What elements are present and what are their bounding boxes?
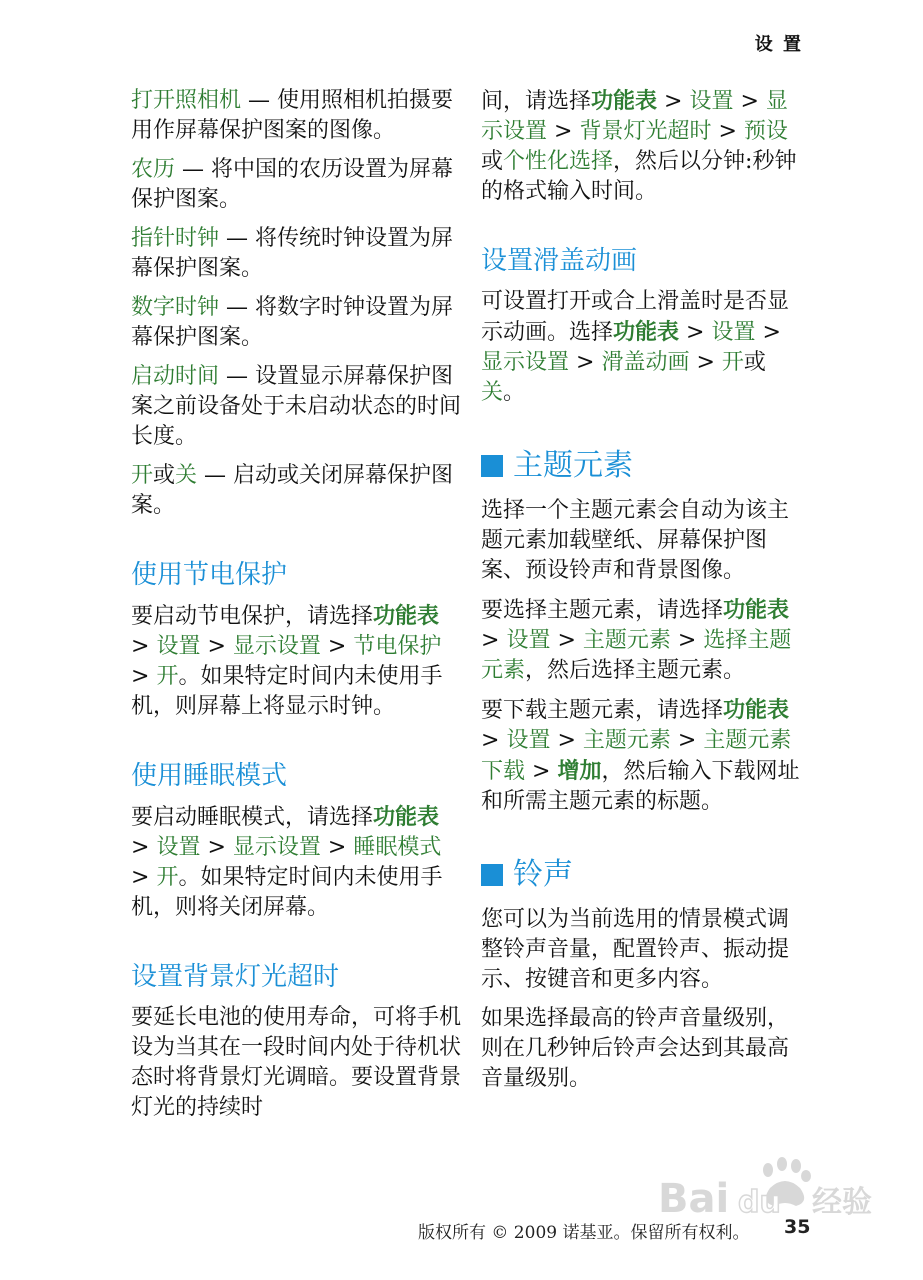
watermark-text: Bai xyxy=(658,1176,730,1222)
menu-path-link[interactable]: 开 xyxy=(156,865,179,890)
option-term[interactable]: 开 xyxy=(131,463,154,488)
menu-path-link[interactable]: 功能表 xyxy=(613,319,680,345)
menu-path-link[interactable]: 设置 xyxy=(689,89,734,114)
text: 可设置打开或合上滑盖时是否显示动画。选择 xyxy=(481,289,790,345)
heading-text: 铃声 xyxy=(513,857,573,892)
path-sep: > xyxy=(679,320,712,345)
path-sep: > xyxy=(320,634,354,659)
menu-path-link[interactable]: 增加 xyxy=(557,758,602,784)
option-desc: — 使用照相机拍摄要用作屏幕保护图案的图像。 xyxy=(131,88,454,143)
backlight-text: 要延长电池的使用寿命，可将手机设为当其在一段时间内处于待机状态时将背景灯光调暗。要设置背景灯光的持续时 xyxy=(131,1005,462,1120)
tones-max-volume: 如果选择最高的铃声音量级别，则在几秒钟后铃声会达到其最高音量级别。 xyxy=(481,1006,790,1091)
text: ，然后输入下载网址和所需主题元素的标题。 xyxy=(481,759,800,814)
option-joiner: 或 xyxy=(153,463,176,488)
menu-path-link[interactable]: 开 xyxy=(156,664,179,689)
themes-select-text xyxy=(481,595,801,686)
path-sep: > xyxy=(200,835,233,860)
heading-sleep-mode: 使用睡眠模式 xyxy=(131,761,288,791)
option-start-time xyxy=(131,362,461,452)
option-term[interactable]: 指针时钟 xyxy=(131,226,220,251)
text: ，然后选择主题元素。 xyxy=(525,658,746,683)
menu-path-link[interactable]: 主题元素下载 xyxy=(481,728,792,784)
menu-path-link[interactable]: 功能表 xyxy=(723,597,790,623)
menu-path-link[interactable]: 显示设置 xyxy=(481,89,788,144)
menu-path-link[interactable]: 设置 xyxy=(156,634,201,659)
option-term[interactable]: 启动时间 xyxy=(131,364,220,389)
svg-text:经验: 经验 xyxy=(812,1185,872,1220)
path-sep: > xyxy=(481,728,507,753)
option-term[interactable]: 数字时钟 xyxy=(131,295,220,320)
path-sep: > xyxy=(525,759,558,784)
square-bullet-icon xyxy=(481,455,503,477)
menu-path-link[interactable]: 个性化选择 xyxy=(503,149,614,174)
menu-path-link[interactable]: 功能表 xyxy=(373,804,440,830)
option-desc: — 将数字时钟设置为屏幕保护图案。 xyxy=(131,295,454,350)
option-term[interactable]: 关 xyxy=(175,463,198,488)
path-sep: > xyxy=(689,350,722,375)
menu-path-link[interactable]: 功能表 xyxy=(591,88,658,114)
backlight-text-cont xyxy=(481,86,801,207)
path-sep: > xyxy=(550,728,583,753)
page-number: 35 xyxy=(784,1216,811,1238)
option-on-off xyxy=(131,461,461,521)
text: 。如果特定时间内未使用手机，则将关闭屏幕。 xyxy=(131,865,443,920)
text: 或 xyxy=(481,149,504,174)
option-term[interactable]: 农历 xyxy=(131,157,176,182)
menu-path-link[interactable]: 显示设置 xyxy=(232,835,321,860)
path-sep: > xyxy=(670,628,704,653)
baidu-watermark-logo xyxy=(640,1140,890,1230)
option-term[interactable]: 打开照相机 xyxy=(131,88,242,113)
path-sep: > xyxy=(320,835,354,860)
menu-path-link[interactable]: 开 xyxy=(721,350,744,375)
menu-path-link[interactable]: 主题元素 xyxy=(582,628,671,653)
svg-text:du: du xyxy=(738,1185,781,1220)
text: 要启动节电保护，请选择 xyxy=(131,604,374,629)
menu-path-link[interactable]: 显示设置 xyxy=(481,350,570,375)
menu-path-link[interactable]: 预设 xyxy=(743,119,788,144)
path-sep: > xyxy=(670,728,704,753)
path-sep: > xyxy=(755,320,781,345)
path-sep: > xyxy=(481,628,507,653)
text: 要选择主题元素，请选择 xyxy=(481,598,724,623)
text: 要下载主题元素，请选择 xyxy=(481,698,724,723)
path-sep: > xyxy=(131,835,157,860)
menu-path-link[interactable]: 设置 xyxy=(506,728,551,753)
option-desc: — 将中国的农历设置为屏幕保护图案。 xyxy=(131,157,454,212)
path-sep: > xyxy=(200,634,233,659)
option-desc: — 启动或关闭屏幕保护图案。 xyxy=(131,463,454,518)
path-sep: > xyxy=(547,119,580,144)
menu-path-link[interactable]: 节电保护 xyxy=(353,634,442,659)
heading-text: 主题元素 xyxy=(513,448,633,483)
heading-tones xyxy=(481,855,801,895)
tones-intro: 您可以为当前选用的情景模式调整铃声音量，配置铃声、振动提示、按键音和更多内容。 xyxy=(481,907,790,992)
path-sep: > xyxy=(569,350,602,375)
sleep-mode-text xyxy=(131,802,461,923)
menu-path-link[interactable]: 设置 xyxy=(156,835,201,860)
option-lunar xyxy=(131,155,461,215)
left-column xyxy=(131,86,461,1132)
themes-download-text xyxy=(481,695,801,817)
square-bullet-icon xyxy=(481,864,503,886)
option-desc: — 将传统时钟设置为屏幕保护图案。 xyxy=(131,226,454,281)
menu-path-link[interactable]: 设置 xyxy=(711,320,756,345)
text: 要启动睡眠模式，请选择 xyxy=(131,805,374,830)
heading-backlight: 设置背景灯光超时 xyxy=(131,962,340,992)
heading-themes xyxy=(481,446,801,486)
menu-path-link[interactable]: 显示设置 xyxy=(232,634,321,659)
path-sep: > xyxy=(550,628,583,653)
option-analog-clock xyxy=(131,224,461,284)
power-save-text xyxy=(131,601,461,722)
option-desc: — 设置显示屏幕保护图案之前设备处于未启动状态的时间长度。 xyxy=(131,364,462,449)
themes-intro: 选择一个主题元素会自动为该主题元素加载壁纸、屏幕保护图案、预设铃声和背景图像。 xyxy=(481,498,790,583)
path-sep: > xyxy=(657,89,690,114)
right-column xyxy=(481,86,801,1103)
text: 。 xyxy=(503,380,526,405)
text: 。如果特定时间内未使用手机，则屏幕上将显示时钟。 xyxy=(131,664,443,719)
text: 间，请选择 xyxy=(481,89,592,114)
page-section-title: 设 置 xyxy=(754,34,803,55)
path-sep: > xyxy=(733,89,766,114)
path-sep: > xyxy=(131,664,157,689)
copyright-footer: 版权所有 © 2009 诺基亚。保留所有权利。 xyxy=(418,1223,750,1243)
menu-path-link[interactable]: 滑盖动画 xyxy=(601,350,690,375)
path-sep: > xyxy=(711,119,744,144)
option-digital-clock xyxy=(131,293,461,353)
menu-path-link[interactable]: 功能表 xyxy=(723,697,790,723)
menu-path-link[interactable]: 功能表 xyxy=(373,603,440,629)
heading-power-save: 使用节电保护 xyxy=(131,560,288,590)
menu-path-link[interactable]: 睡眠模式 xyxy=(353,835,442,860)
slide-animation-text xyxy=(481,287,801,408)
menu-path-link[interactable]: 背景灯光超时 xyxy=(579,119,712,144)
menu-path-link[interactable]: 选择主题元素 xyxy=(481,628,792,683)
heading-slide-animation: 设置滑盖动画 xyxy=(481,246,638,276)
menu-path-link[interactable]: 主题元素 xyxy=(582,728,671,753)
menu-path-link[interactable]: 关 xyxy=(481,380,504,405)
path-sep: > xyxy=(131,865,157,890)
path-sep: > xyxy=(131,634,157,659)
menu-path-link[interactable]: 设置 xyxy=(506,628,551,653)
text: ，然后以分钟:秒钟的格式输入时间。 xyxy=(481,149,797,204)
text: 或 xyxy=(743,350,766,375)
option-camera xyxy=(131,86,461,146)
